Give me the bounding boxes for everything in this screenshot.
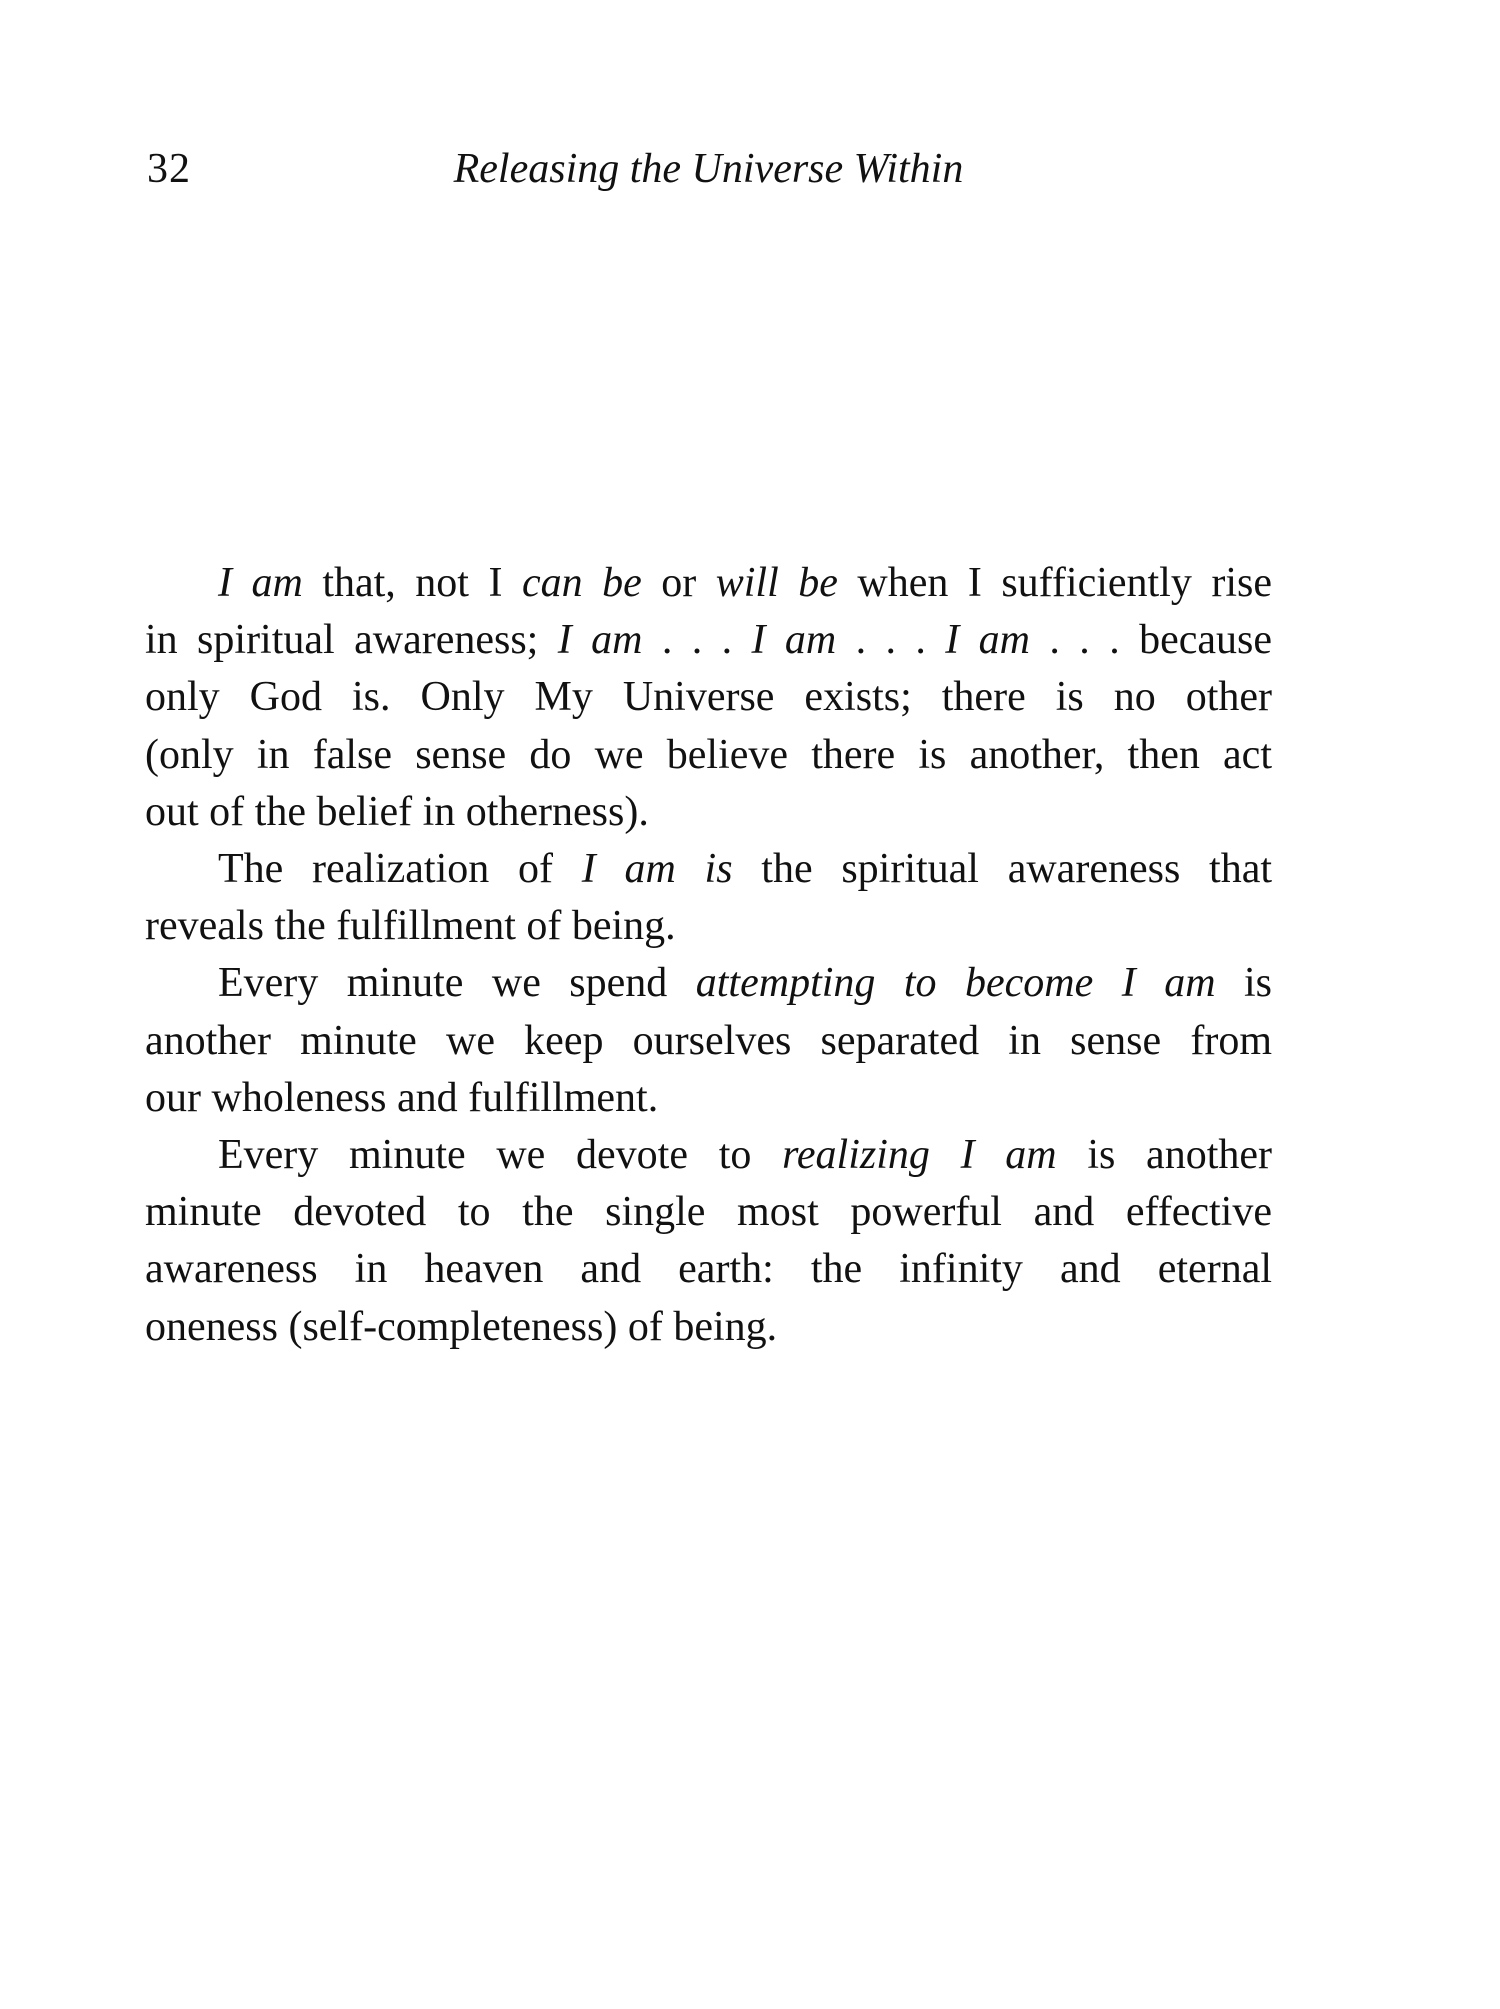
emphasized-text: attempting to become I am (695, 960, 1216, 1007)
body-text: Every minute we spend (218, 960, 696, 1007)
page-number: 32 (147, 146, 191, 192)
body-text: out of the belief in otherness). (145, 788, 649, 835)
body-text: is another (1056, 1132, 1273, 1179)
page-header (145, 140, 1272, 198)
emphasized-text: I am (218, 560, 303, 606)
running-title: Releasing the Universe Within (453, 146, 964, 192)
body-text: . . . because (1030, 617, 1272, 664)
text-line (145, 1184, 1272, 1241)
body-text: when I sufficiently rise (837, 560, 1272, 606)
body-text: that, not I (302, 560, 522, 606)
emphasized-text: I am (751, 617, 837, 664)
text-line (145, 1013, 1272, 1070)
body-text: minute devoted to the single most powerful and effective (145, 1189, 1272, 1236)
text-line (145, 898, 1272, 955)
emphasized-text: can be (521, 560, 642, 606)
text-line (145, 841, 1272, 898)
emphasized-text: I am (557, 617, 643, 664)
body-text: awareness in heaven and earth: the infinity and eternal (145, 1246, 1272, 1293)
emphasized-text: I am is (581, 846, 733, 893)
body-text: in spiritual awareness; (145, 617, 558, 664)
text-line (145, 784, 1272, 841)
body-text: reveals the fulfillment of being. (145, 903, 676, 950)
text-line (145, 1070, 1272, 1127)
body-text: or (641, 560, 716, 606)
text-line (145, 955, 1272, 1012)
body-text: our wholeness and fulfillment. (145, 1074, 659, 1121)
emphasized-text: I am (945, 617, 1031, 664)
body-text: only God is. Only My Universe exists; there is no other (145, 674, 1272, 721)
body-text: (only in false sense do we believe there is another, then act (145, 731, 1272, 778)
emphasized-text: realizing I am (782, 1132, 1057, 1179)
body-text: the spiritual awareness that (732, 846, 1273, 893)
text-line (145, 669, 1272, 726)
text-line (145, 1241, 1272, 1298)
body-text: The realization of (218, 846, 582, 893)
body-text: . . . (642, 617, 752, 664)
body-text: another minute we keep ourselves separated in sense from (145, 1017, 1272, 1064)
body-text: Every minute we devote to (218, 1132, 783, 1179)
body-text: is (1215, 960, 1273, 1007)
text-block (145, 555, 1272, 1356)
emphasized-text: will be (715, 560, 838, 606)
text-line (145, 612, 1272, 669)
body-text: . . . (836, 617, 946, 664)
text-line (145, 555, 1272, 612)
body-text: oneness (self-completeness) of being. (145, 1303, 778, 1350)
text-line (145, 1299, 1272, 1356)
text-line (145, 1127, 1272, 1184)
text-line (145, 727, 1272, 784)
